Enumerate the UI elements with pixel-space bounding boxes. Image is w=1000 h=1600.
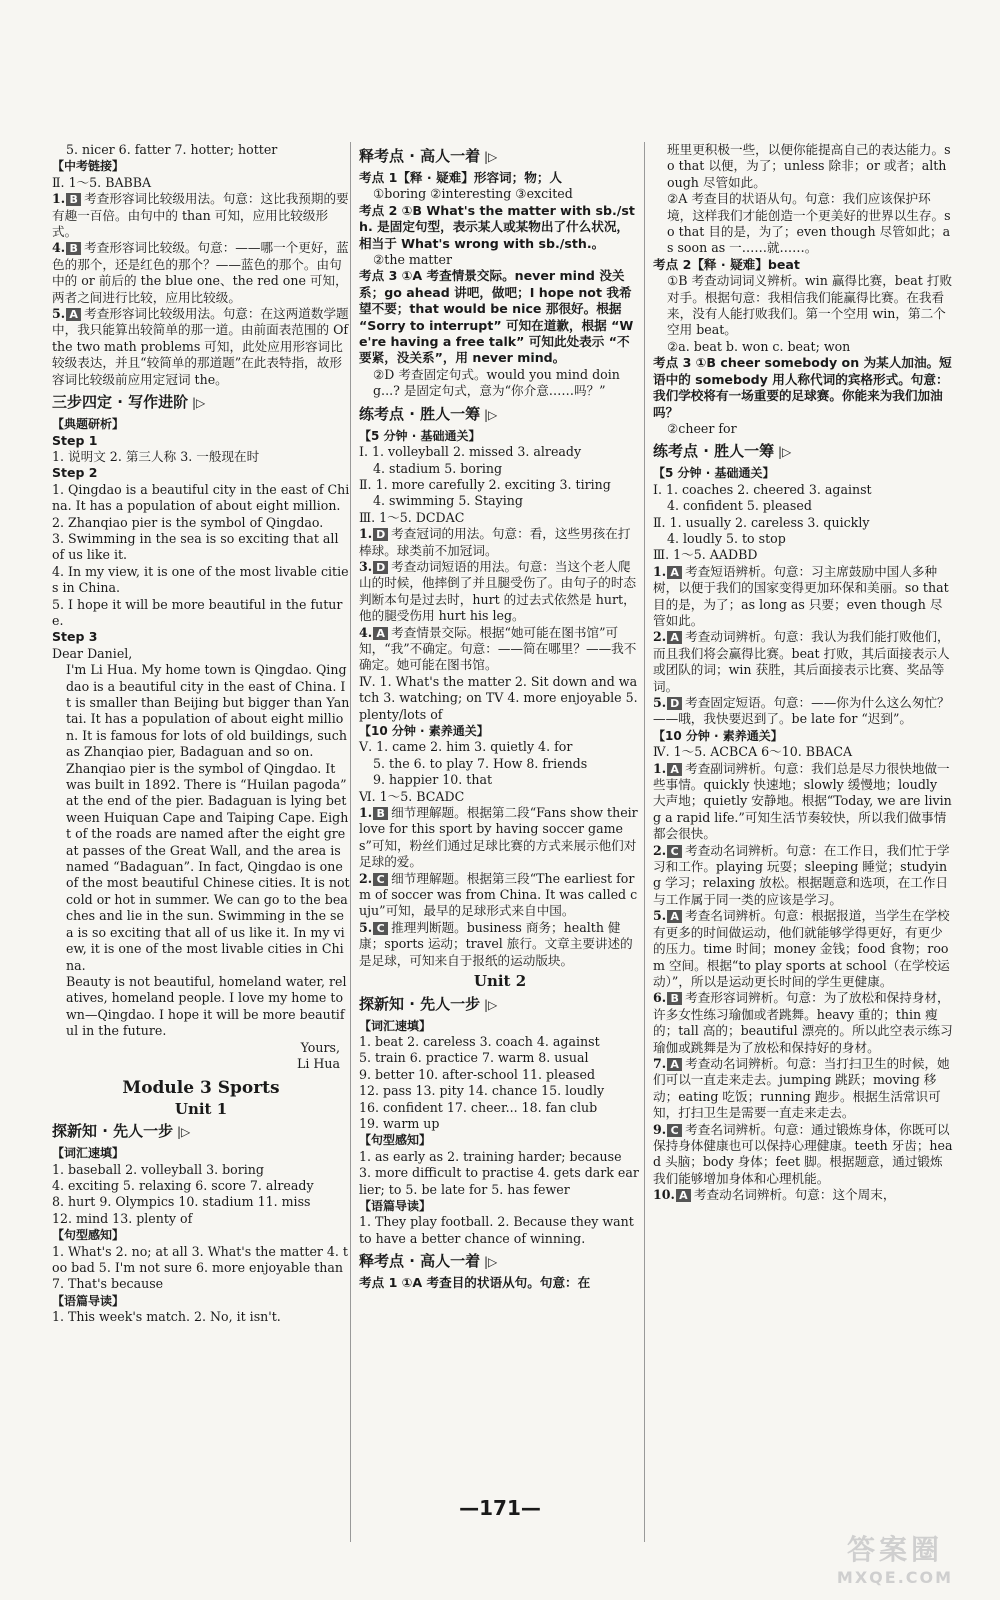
item-number: 5. [359, 919, 373, 935]
answer-item [653, 761, 953, 843]
step-heading: Step 2 [52, 465, 98, 481]
text-line: 12. mind 13. plenty of [52, 1210, 193, 1226]
section-heading [359, 145, 641, 168]
text-line: ①boring ②interesting ③excited [373, 186, 573, 202]
text-line: I'm Li Hua. My home town is Qingdao. Qingdao is a beautiful city in the east of China. It is smaller than Beijing but bigger than Yantai. It has a population of about eight million. It is famous for lots of old buildings, such as Zhanqiao pier, Badaguan and so on. [66, 662, 350, 760]
answer-item [653, 695, 953, 728]
section-heading-text: 探新知 · 先人一步 [52, 1122, 174, 1141]
section-arrow-icon: |▷ [188, 396, 206, 411]
text-line: Ⅵ. 1～5. BCADC [359, 788, 465, 804]
answer-item [52, 240, 350, 306]
item-number: 4. [359, 624, 373, 640]
text-line: Beauty is not beautiful, homeland water, relatives, homeland people. I love my home town—Qingdao. I hope it will be more beautiful in the future. [66, 973, 347, 1039]
subsection-label: 【语篇导读】 [359, 1198, 432, 1213]
section-heading-text: 释考点 · 高人一着 [359, 147, 481, 165]
text-line: 5. train 6. practice 7. warm 8. usual [359, 1050, 589, 1066]
answer-item [653, 564, 953, 630]
explanation-text: 考查动词短语的用法。句意：当这个老人爬山的时候，他摔倒了并且腿受伤了。由句子的时态判断本句是过去时，hurt 的过去式依然是 hurt，他的腿受伤用 hurt his leg。 [359, 558, 637, 624]
key-point-line: 考点 1【释 · 疑难】形容词；物；人 [359, 170, 563, 185]
item-number: 1. [653, 563, 667, 579]
explanation-text: 考查短语辨析。句意：习主席鼓励中国人多种树，以便于我们的国家变得更加环保和美丽。so that 目的是，为了；as long as 只要；even though 尽管如此。 [653, 563, 949, 628]
answer-letter-badge: D [373, 561, 388, 574]
subsection-label: 【词汇速填】 [359, 1018, 432, 1033]
section-heading [359, 403, 641, 426]
answer-letter-badge: B [66, 193, 81, 206]
text-line: 4. exciting 5. relaxing 6. score 7. already [52, 1177, 314, 1193]
text-line: 3. Swimming in the sea is so exciting that all of us like it. [52, 530, 339, 563]
section-heading [359, 1250, 641, 1273]
text-line: 1. This week's match. 2. No, it isn't. [52, 1309, 281, 1325]
item-number: 1. [359, 526, 373, 542]
section-arrow-icon: |▷ [480, 150, 498, 164]
text-line: Yours, [300, 1039, 340, 1055]
page-number: —171— [459, 1496, 541, 1520]
text-line: Dear Daniel, [52, 645, 133, 661]
unit-title: Unit 1 [174, 1099, 228, 1118]
explanation-text: 考查名词辨析。句意：通过锻炼身体，你既可以保持身体健康也可以保持心理健康。teeth 牙齿；head 头脑；body 身体；feet 脚。根据题意，通过锻炼我们能够增加身体和心理机能。 [653, 1121, 953, 1186]
subsection-label: 【词汇速填】 [52, 1146, 125, 1161]
item-number: 9. [653, 1121, 667, 1137]
module-title: Module 3 Sports [122, 1078, 280, 1099]
watermark-url: MXQE.COM [836, 1568, 954, 1587]
section-heading [359, 993, 641, 1016]
item-number: 10. [653, 1187, 675, 1203]
section-heading-text: 练考点 · 胜人一筹 [359, 404, 481, 423]
answer-letter-badge: A [66, 308, 81, 321]
text-line: ②cheer for [667, 420, 737, 436]
item-number: 1. [359, 805, 373, 821]
text-line: 4. stadium 5. boring [373, 460, 503, 476]
section-arrow-icon: |▷ [480, 1255, 498, 1270]
text-line: 5. nicer 6. fatter 7. hotter; hotter [66, 142, 278, 157]
explanation-text: 推理判断题。business 商务；health 健康；sports 运动；travel 旅行。文章主要讲述的是足球，可知来自于报纸的运动版块。 [359, 919, 633, 968]
subsection-label: 【中考链接】 [52, 159, 125, 174]
text-line: 1. as early as 2. training harder; because [359, 1148, 622, 1164]
text-line: Ⅳ. 1～5. ACBCA 6～10. BBACA [653, 744, 853, 760]
answer-letter-badge: D [373, 528, 388, 541]
section-arrow-icon: |▷ [480, 997, 498, 1012]
column-left [52, 142, 350, 1542]
explanation-text: 考查冠词的用法。句意：看，这些男孩在打棒球。球类前不加冠词。 [359, 526, 631, 558]
key-point-line: 考点 1 ①A 考查目的状语从句。句意：在 [359, 1275, 591, 1291]
item-number: 2. [653, 629, 667, 645]
explanation-text: 考查动名词辨析。句意：当打扫卫生的时候，她们可以一直走来走去。jumping 跳跃；moving 移动；eating 吃饭；running 跑步。根据生活常识可知，打扫卫生是需要一直走来走去。 [653, 1055, 950, 1121]
item-number: 1. [52, 191, 66, 207]
answer-letter-badge: B [373, 807, 388, 820]
section-heading [52, 1120, 350, 1143]
text-line: 5. the 6. to play 7. How 8. friends [373, 755, 588, 771]
answer-letter-badge: A [667, 1058, 682, 1071]
key-point-line: 考点 2【释 · 疑难】beat [653, 256, 800, 272]
text-line: ①B 考查动词词义辨析。win 赢得比赛，beat 打败对手。根据句意：我相信我们能赢得比赛。在我看来，没有人能打败我们。第一个空用 win，第二个空用 beat。 [667, 273, 953, 338]
text-line: Li Hua [297, 1055, 340, 1071]
text-line: ②A 考查目的状语从句。句意：我们应该保护环境，这样我们才能创造一个更美好的世界以生存。so that 目的是，为了；even though 尽管如此；as soon as 一……就……。 [667, 191, 951, 256]
text-line: Ⅱ. 1～5. BABBA [52, 174, 152, 190]
text-line: Ⅱ. 1. more carefully 2. exciting 3. tiring [359, 476, 611, 492]
text-line: 5. I hope it will be more beautiful in the future. [52, 596, 343, 628]
subsection-label: 【句型感知】 [359, 1133, 432, 1148]
subsection-label: 【5 分钟 · 基础通关】 [653, 466, 775, 481]
text-line: 8. hurt 9. Olympics 10. stadium 11. miss [52, 1194, 311, 1210]
answer-item [359, 805, 641, 871]
text-line: 9. happier 10. that [373, 772, 493, 788]
text-line: ②the matter [373, 252, 452, 268]
answer-item [653, 1056, 953, 1122]
text-line: 4. swimming 5. Staying [373, 493, 523, 509]
step-heading: Step 3 [52, 629, 98, 645]
answer-item [359, 559, 641, 625]
text-line: 16. confident 17. cheer... 18. fan club [359, 1099, 598, 1115]
watermark-logo-text: 答案圈 [846, 1533, 943, 1566]
text-line: 1. baseball 2. volleyball 3. boring [52, 1161, 264, 1177]
section-arrow-icon: |▷ [480, 407, 498, 422]
text-line: 4. loudly 5. to stop [667, 530, 786, 546]
explanation-text: 细节理解题。根据第三段“The earliest form of soccer was from China. It was called cuju”可知，最早的足球形式来自中国。 [359, 870, 638, 919]
text-line: 1. 说明文 2. 第三人称 3. 一般现在时 [52, 448, 260, 464]
item-number: 2. [359, 870, 373, 886]
text-line: 4. In my view, it is one of the most livable cities in China. [52, 563, 349, 596]
answer-letter-badge: B [667, 992, 682, 1005]
answer-letter-badge: C [373, 873, 388, 886]
answer-item [653, 990, 953, 1056]
text-line: ②a. beat b. won c. beat; won [667, 338, 851, 354]
answer-item [359, 871, 641, 920]
text-line: Zhanqiao pier is the symbol of Qingdao. It was built in 1892. There is “Huilan pagoda” at the end of the pier. Badaguan is lying between Huiquan Cape and Taiping Cape. Eight of the roads are named after the eight great passes of the Great Wall, and the area is named “Badaguan”. In fact, Qingdao is one of the most beautiful Chinese cities. It is not cold or hot in summer. We can go to the beaches and lie in the sun. Swimming in the sea is so exciting that all of us like it. In my view, it is one of the most livable cities in China. [66, 760, 350, 973]
subsection-label: 【10 分钟 · 素养通关】 [359, 724, 489, 738]
text-line: 1. What's 2. no; at all 3. What's the matter 4. too bad 5. I'm not sure 6. more enjoyable than 7. That's because [52, 1243, 348, 1292]
subsection-label: 【语篇导读】 [52, 1293, 125, 1308]
text-line: Ⅴ. 1. came 2. him 3. quietly 4. for [359, 739, 573, 755]
answer-letter-badge: A [373, 627, 388, 640]
answer-letter-badge: C [667, 1124, 682, 1137]
answer-letter-badge: C [373, 922, 388, 935]
item-number: 3. [359, 558, 373, 574]
explanation-text: 考查形容词比较级用法。句意：这比我预期的要有趣一百倍。由句中的 than 可知，应用比较级形式。 [52, 191, 349, 240]
answer-letter-badge: A [676, 1189, 691, 1202]
answer-letter-badge: C [667, 845, 682, 858]
text-line: 12. pass 13. pity 14. chance 15. loudly [359, 1083, 605, 1099]
answer-item [653, 908, 953, 990]
explanation-text: 考查形容词比较级。句意：——哪一个更好，蓝色的那个，还是红色的那个？——蓝色的那个。由句中的 or 前后的 the blue one、the red one 可知，两者之间进行比较，应用比较级。 [52, 240, 349, 305]
column-middle [350, 142, 641, 1542]
text-line: 1. Qingdao is a beautiful city in the east of China. It has a population of about eight million. [52, 481, 350, 514]
key-point-line: 考点 2 ①B What's the matter with sb./sth. 是固定句型，表示某人或某物出了什么状况，相当于 What's wrong with sb./sth.。 [359, 202, 635, 251]
answer-item [653, 629, 953, 695]
text-line: Ⅱ. 1. usually 2. careless 3. quickly [653, 514, 870, 530]
item-number: 7. [653, 1055, 667, 1071]
section-heading [52, 391, 350, 414]
text-line: 1. beat 2. careless 3. coach 4. against [359, 1033, 600, 1049]
item-number: 2. [653, 842, 667, 858]
text-line: Ⅰ. 1. coaches 2. cheered 3. against [653, 481, 872, 497]
answer-letter-badge: D [667, 697, 682, 710]
explanation-text: 考查形容词比较级用法。句意：在这两道数学题中，我只能算出较简单的那一道。由前面表范围的 Of the two math problems 可知，此处应用形容词比较级表达，并且“较简单的那道题”在此表特指，故形容词比较级前应用定冠词 the。 [52, 306, 349, 387]
item-number: 4. [52, 240, 66, 256]
key-point-line: 考点 3 ①B cheer somebody on 为某人加油。短语中的 somebody 用人称代词的宾格形式。句意：我们学校将有一场重要的足球赛。你能来为我们加油吗？ [653, 355, 952, 420]
text-line: 1. They play football. 2. Because they want to have a better chance of winning. [359, 1214, 634, 1246]
answer-letter-badge: A [667, 763, 682, 776]
text-line: Ⅲ. 1～5. AADBD [653, 547, 758, 563]
item-number: 5. [653, 695, 667, 710]
text-line: ②D 考查固定句式。would you mind doing...? 是固定句式，意为“你介意……吗？” [373, 366, 620, 399]
answer-letter-badge: B [66, 242, 81, 255]
section-heading [653, 440, 953, 463]
answer-letter-badge: A [667, 566, 682, 579]
explanation-text: 考查动名词辨析。句意：在工作日，我们忙于学习和工作。playing 玩耍；sleeping 睡觉；studying 学习；relaxing 放松。根据题意和选项，在工作日与工作属于同一类的应该是学习。 [653, 842, 950, 907]
answer-letter-badge: A [667, 910, 682, 923]
answer-item [653, 1187, 953, 1203]
section-heading-text: 探新知 · 先人一步 [359, 994, 481, 1013]
subsection-label: 【5 分钟 · 基础通关】 [359, 428, 481, 443]
text-line: 班里更积极一些，以便你能提高自己的表达能力。so that 以便，为了；unless 除非；or 或者；although 尽管如此。 [667, 142, 951, 190]
text-line: Ⅲ. 1～5. DCDAC [359, 509, 465, 525]
column-right [644, 142, 953, 1542]
subsection-label: 【10 分钟 · 素养通关】 [653, 728, 783, 743]
answer-item [359, 625, 641, 674]
item-number: 5. [52, 306, 66, 322]
subsection-label: 【典题研析】 [52, 417, 125, 432]
answer-item [359, 920, 641, 969]
item-number: 6. [653, 990, 667, 1006]
section-arrow-icon: |▷ [173, 1125, 191, 1140]
answer-item [653, 1122, 953, 1188]
subsection-label: 【句型感知】 [52, 1228, 125, 1243]
unit-title: Unit 2 [473, 972, 527, 991]
explanation-text: 考查名词辨析。句意：根据报道，当学生在学校有更多的时间做运动，他们就能够学得更好，有更少的压力。time 时间；money 金钱；food 食物；room 空间。根据“to play sports at school（在学校运动）”，所以是运动更长时间的学生更健康。 [653, 908, 950, 989]
text-line: 2. Zhanqiao pier is the symbol of Qingdao. [52, 514, 324, 530]
explanation-text: 细节理解题。根据第二段“Fans show their love for this sport by having soccer games”可知，粉丝们通过足球比赛的方式来展示他们对足球的爱。 [359, 805, 638, 870]
answer-item [359, 526, 641, 559]
key-point-line: 考点 3 ①A 考查情景交际。never mind 没关系；go ahead 讲吧，做吧；I hope not 我希望不要；that would be nice 那很好。根据 “Sorry to interrupt” 可知在道歉，根据 “We're having a free talk” 可知此处表示 “不要紧，没关系”，用 never mind。 [359, 268, 634, 366]
explanation-text: 考查情景交际。根据“她可能在图书馆”可知，“我”不确定。句意：——简在哪里？——我不确定。她可能在图书馆。 [359, 624, 637, 673]
answer-item [52, 306, 350, 388]
text-line: 9. better 10. after-school 11. pleased [359, 1066, 596, 1082]
text-line: 3. more difficult to practise 4. gets dark earlier; to 5. be late for 5. has fewer [359, 1165, 639, 1197]
text-line: Ⅳ. 1. What's the matter 2. Sit down and watch 3. watching; on TV 4. more enjoyable 5. plenty/lots of [359, 673, 638, 722]
text-line: 19. warm up [359, 1115, 440, 1131]
explanation-text: 考查副词辨析。句意：我们总是尽力很快地做一些事情。quickly 快速地；slowly 缓慢地；loudly 大声地；quietly 安静地。根据“Today, we are living a rapid life.”可知生活节奏较快，所以我们做事情都会很快。 [653, 760, 952, 842]
section-arrow-icon: |▷ [774, 445, 792, 460]
section-heading-text: 释考点 · 高人一着 [359, 1252, 481, 1271]
answer-item [52, 191, 350, 240]
item-number: 5. [653, 908, 667, 924]
item-number: 1. [653, 760, 667, 776]
text-line: Ⅰ. 1. volleyball 2. missed 3. already [359, 444, 582, 460]
site-watermark [820, 1528, 970, 1588]
step-heading: Step 1 [52, 432, 98, 448]
section-heading-text: 练考点 · 胜人一筹 [653, 442, 775, 461]
explanation-text: 考查动词辨析。句意：我认为我们能打败他们，而且我们将会赢得比赛。beat 打败，其后面接表示人或团队的词；win 获胜，其后面接表示比赛、奖品等词。 [653, 629, 950, 694]
answer-item [653, 843, 953, 909]
explanation-text: 考查形容词辨析。句意：为了放松和保持身材，许多女性练习瑜伽或者跳舞。heavy 重的；thin 瘦的；tall 高的；beautiful 漂亮的。所以此空表示练习瑜伽或跳舞是为了放松和保持好的身材。 [653, 990, 953, 1055]
text-line: 4. confident 5. pleased [667, 498, 812, 514]
explanation-text: 考查固定短语。句意：——你为什么这么匆忙？——哦，我快要迟到了。be late for “迟到”。 [653, 695, 950, 727]
explanation-text: 考查动名词辨析。句意：这个周末， [693, 1187, 896, 1203]
answer-letter-badge: A [667, 631, 682, 644]
section-heading-text: 三步四定 · 写作进阶 [52, 393, 189, 412]
